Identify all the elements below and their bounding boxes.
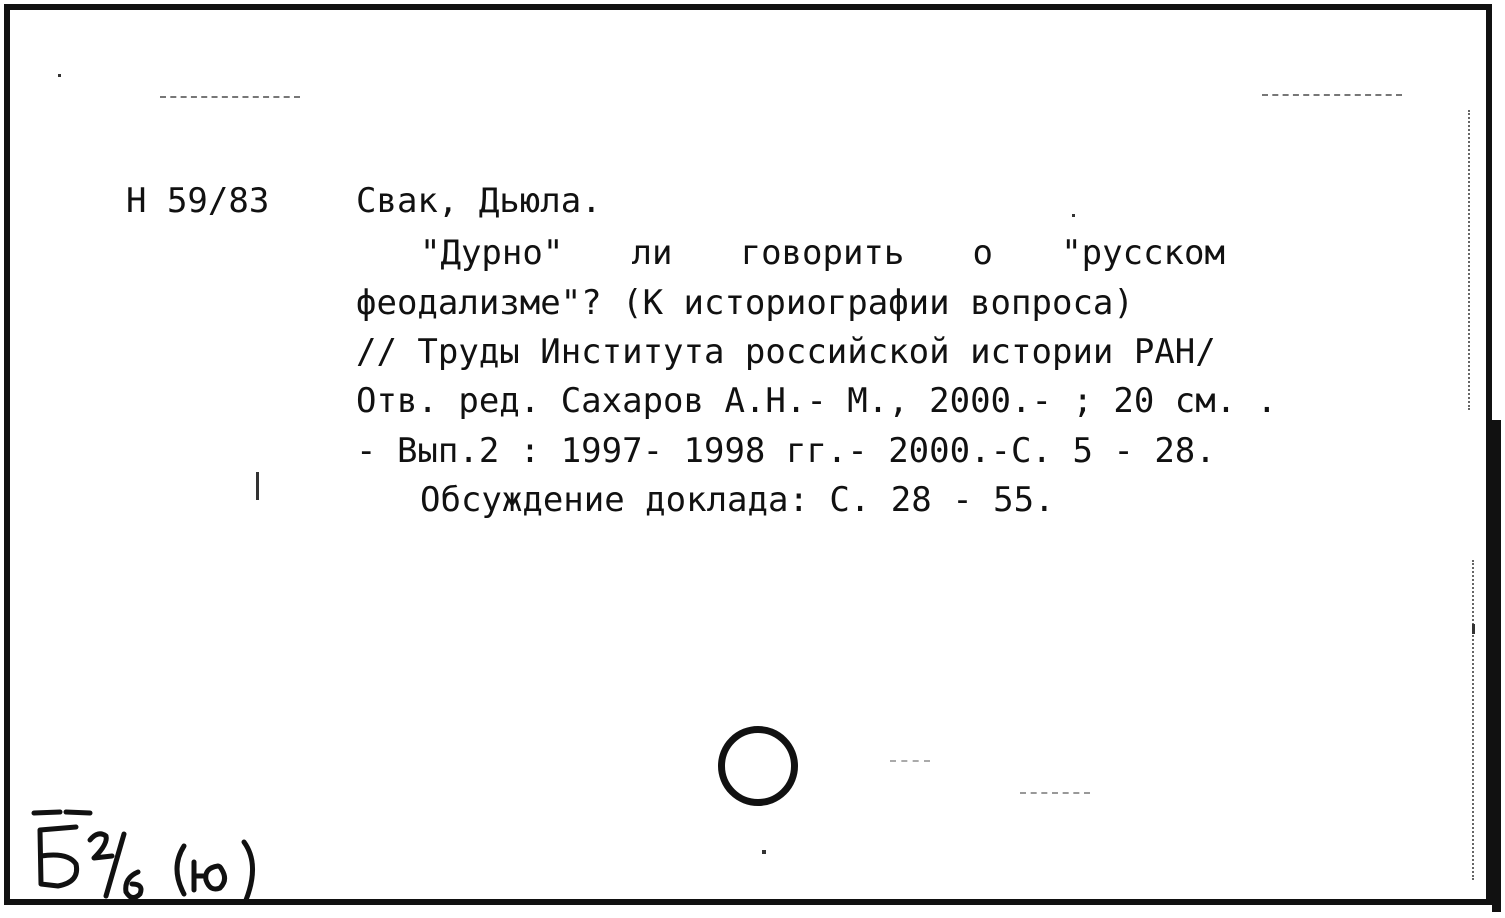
scan-artifact-line [890,760,930,762]
scan-artifact-dot [762,850,766,854]
source-line-2: Отв. ред. Сахаров А.Н.- М., 2000.- ; 20 см. . [356,381,1278,421]
handwritten-shelf-note [20,800,270,910]
scan-artifact-dot [1472,624,1475,634]
title-word: говорить [740,233,905,273]
scan-artifact-dot [58,74,61,77]
scan-artifact-dot [256,472,259,500]
title-word: ли [631,233,673,273]
scan-artifact-line [1262,94,1402,96]
scan-artifact-line [1472,560,1474,880]
card-edge-shadow [1492,420,1501,912]
title-word: "русском [1061,233,1225,273]
source-line-3: - Вып.2 : 1997- 1998 гг.- 2000.-С. 5 - 28. [356,431,1216,471]
title-line-1 [420,233,1225,273]
scan-artifact-line [1468,110,1470,410]
author-name: Свак, Дьюла. [356,181,602,221]
title-line-2: феодализме"? (К историографии вопроса) [356,283,1134,323]
scan-artifact-dot [1072,214,1075,217]
title-word: "Дурно" [420,233,564,273]
discussion-note: Обсуждение доклада: С. 28 - 55. [420,480,1055,520]
shelf-mark: Н 59/83 [126,181,270,221]
scan-artifact-line [160,96,300,98]
title-word: о [972,233,994,273]
scan-artifact-line [1020,792,1090,794]
punch-hole-circle [718,726,798,806]
source-line-1: // Труды Института российской истории РАН/ [356,332,1216,372]
